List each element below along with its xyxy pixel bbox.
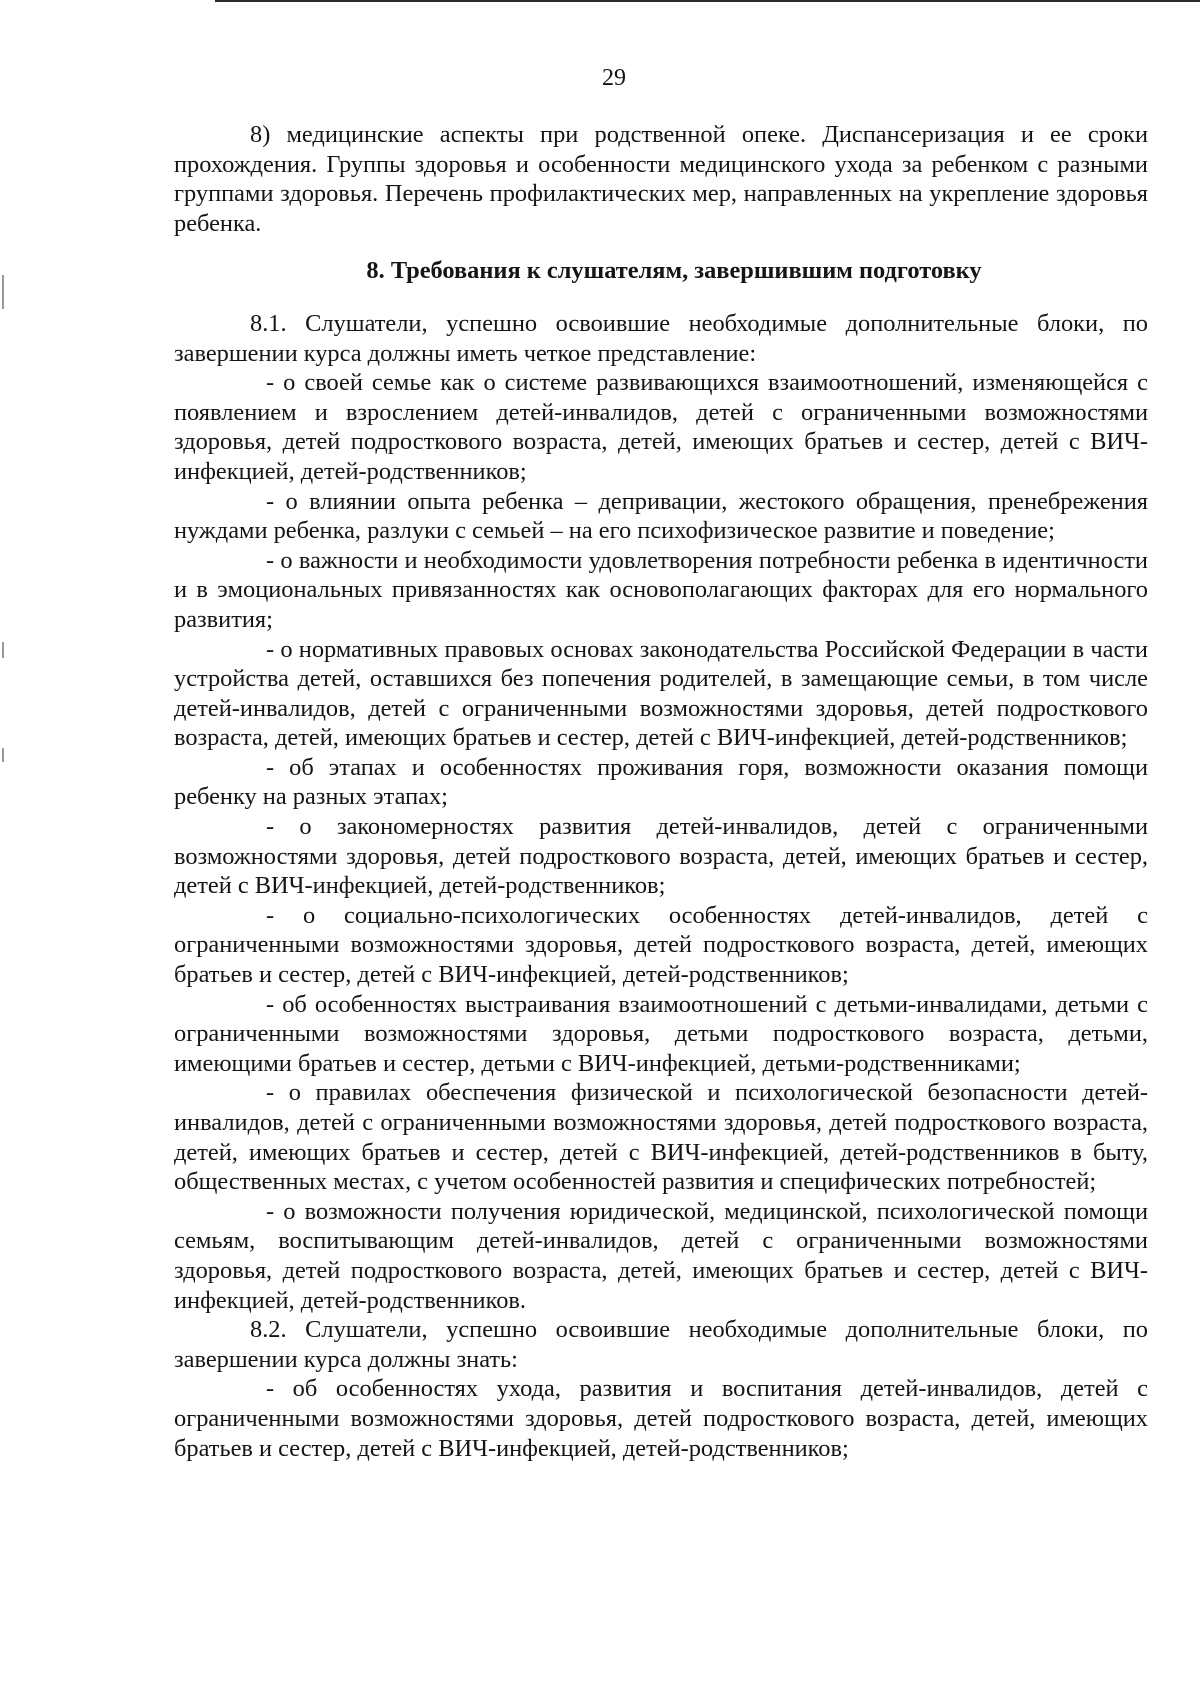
clause-8-1-item: - о нормативных правовых основах законодательства Российской Федерации в части устройства детей, оставшихся без попечения родителей, в замещающие семьи, в том числе детей-инвалидов, детей с ограниченными возможностями здоровья, детей подросткового возраста, детей, имеющих братьев и сестер, детей с ВИЧ-инфекцией, детей-родственников; [174, 635, 1148, 752]
clause-8-1-item: - о влиянии опыта ребенка – депривации, жестокого обращения, пренебрежения нуждами ребенка, разлуки с семьей – на его психофизическое развитие и поведение; [174, 487, 1148, 545]
clause-8-1-item: - о возможности получения юридической, медицинской, психологической помощи семьям, воспитывающим детей-инвалидов, детей с ограниченными возможностями здоровья, детей подросткового возраста, детей, имеющих братьев и сестер, детей с ВИЧ-инфекцией, детей-родственников. [174, 1197, 1148, 1314]
scan-margin-mark [2, 642, 4, 658]
document-body [174, 120, 1148, 1463]
clause-8-1-lead: 8.1. Слушатели, успешно освоившие необходимые дополнительные блоки, по завершении курса должны иметь четкое представление: [174, 309, 1148, 367]
section-heading: 8. Требования к слушателям, завершившим подготовку [366, 257, 982, 285]
clause-8-1-item: - об особенностях выстраивания взаимоотношений с детьми-инвалидами, детьми с ограниченными возможностями здоровья, детьми подросткового возраста, детьми, имеющими братьев и сестер, детьми с ВИЧ-инфекцией, детьми-родственниками; [174, 990, 1148, 1077]
clause-8-1-item: - о социально-психологических особенностях детей-инвалидов, детей с ограниченными возможностями здоровья, детей подросткового возраста, детей, имеющих братьев и сестер, детей с ВИЧ-инфекцией, детей-родственников; [174, 901, 1148, 989]
scan-top-edge-line [215, 0, 1200, 2]
scan-margin-mark [2, 748, 4, 762]
intro-paragraph: 8) медицинские аспекты при родственной опеке. Диспансеризация и ее сроки прохождения. Группы здоровья и особенности медицинского ухода за ребенком с разными группами здоровья. Перечень профилактических мер, направленных на укрепление здоровья ребенка. [174, 121, 1148, 237]
scan-margin-mark [2, 275, 4, 309]
clause-8-1-item: - о важности и необходимости удовлетворения потребности ребенка в идентичности и в эмоциональных привязанностях как основополагающих факторах для его нормального развития; [174, 546, 1148, 633]
page-number: 29 [602, 65, 626, 91]
clause-8-2-lead: 8.2. Слушатели, успешно освоившие необходимые дополнительные блоки, по завершении курса должны знать: [174, 1316, 1148, 1373]
clause-8-1-item: - о своей семье как о системе развивающихся взаимоотношений, изменяющейся с появлением и взрослением детей-инвалидов, детей с ограниченными возможностями здоровья, детей подросткового возраста, детей, имеющих братьев и сестер, детей с ВИЧ-инфекцией, детей-родственников; [174, 369, 1148, 485]
clause-8-2-item: - об особенностях ухода, развития и воспитания детей-инвалидов, детей с ограниченными возможностями здоровья, детей подросткового возраста, детей, имеющих братьев и сестер, детей с ВИЧ-инфекцией, детей-родственников; [174, 1375, 1148, 1462]
clause-8-1-item: - об этапах и особенностях проживания горя, возможности оказания помощи ребенку на разных этапах; [174, 753, 1148, 811]
clause-8-1-item: - о закономерностях развития детей-инвалидов, детей с ограниченными возможностями здоровья, детей подросткового возраста, детей, имеющих братьев и сестер, детей с ВИЧ-инфекцией, детей-родственников; [174, 813, 1148, 900]
clause-8-1-item: - о правилах обеспечения физической и психологической безопасности детей-инвалидов, детей с ограниченными возможностями здоровья, детей подросткового возраста, детей, имеющих братьев и сестер, детей с ВИЧ-инфекцией, детей-родственников в быту, общественных местах, с учетом особенностей развития и специфических потребностей; [174, 1079, 1148, 1196]
